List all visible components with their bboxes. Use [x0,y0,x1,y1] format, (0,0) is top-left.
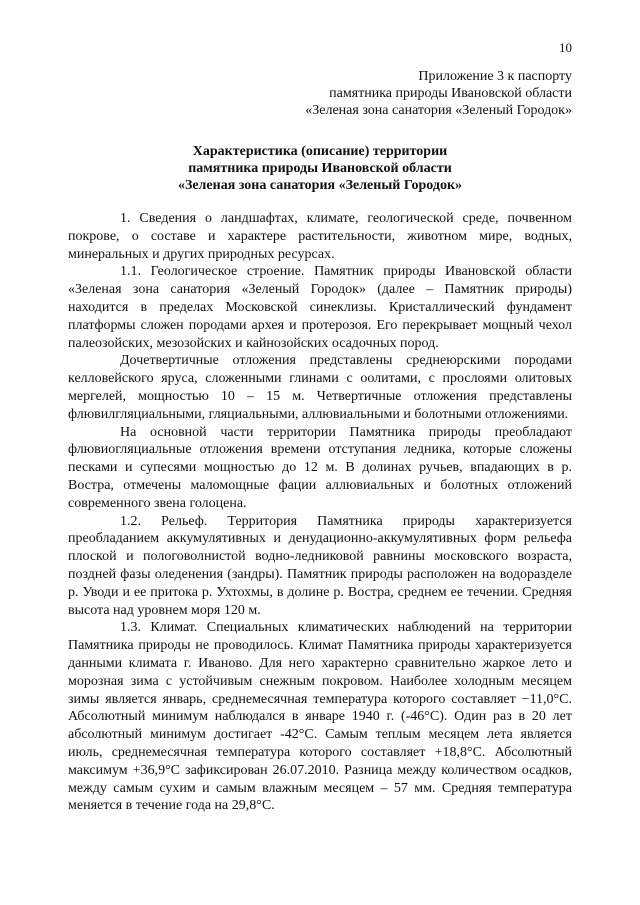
title-line: памятника природы Ивановской области [188,161,452,176]
paragraph-fluvioglacial: На основной части территории Памятника природы преобладают флювиогляциальные отложения времени отступания ледника, которые сложены песками и супесями мощностью до 12 м. В долинах ручьев, впадающих в р. Востра, отмечены маломощные фации аллювиальных и болотных отложений современного звена голоцена. [68,424,572,511]
title-line: Характеристика (описание) территории [192,144,448,159]
paragraph-geology: 1.1. Геологическое строение. Памятник природы Ивановской области «Зеленая зона санатория «Зеленый Городок» (далее – Памятник природы) находится в пределах Московской синеклизы. Кристаллический фундамент платформы сложен породами архея и протерозоя. Его перекрывает мощный чехол палеозойских, мезозойских и кайнозойских осадочных пород. [68,264,572,351]
document-title [68,143,572,194]
paragraph-prequaternary: Дочетвертичные отложения представлены среднеюрскими породами келловейского яруса, сложенными глинами с оолитами, с прослоями олитовых мергелей, мощностью 10 – 15 м. Четвертичные отложения представлены флювилгляциальными, гляциальными, аллювиальными и болотными отложениями. [68,353,572,422]
paragraph-climate: 1.3. Климат. Специальных климатических наблюдений на территории Памятника природы не проводилось. Климат Памятника природы характеризуется данными климата г. Иваново. Для него характерно сравнительно жаркое лето и морозная зима с устойчивым снежным покровом. Наиболее холодным месяцем зимы является январь, среднемесячная температура которого составляет −11,0°C. Абсолютный минимум наблюдался в январе 1940 г. (-46°C). Один раз в 20 лет абсолютный минимум достигает -42°C. Самым теплым месяцем лета является июль, среднемесячная температура которого составляет +18,8°C. Абсолютный максимум +36,9°C зафиксирован 26.07.2010. Разница между количеством осадков, между самым сухим и самым влажным месяцем – 57 мм. Средняя температура меняется в течение года на 29,8°C. [68,620,572,814]
title-line: «Зеленая зона санатория «Зеленый Городок» [177,178,463,193]
appendix-line: Приложение 3 к паспорту [418,69,572,84]
appendix-line: памятника природы Ивановской области [329,86,572,101]
appendix-reference [152,68,572,119]
paragraph-relief: 1.2. Рельеф. Территория Памятника природы характеризуется преобладанием аккумулятивных и денудационно-аккумулятивных форм рельефа плоской и пологоволнистой водно-ледниковой равнины московского возраста, поздней фазы оледенения (зандры). Памятник природы расположен на водоразделе р. Уводи и ее притока р. Ухтохмы, в долине р. Востра, среднем ее течении. Средняя высота над уровнем моря 120 м. [68,513,572,618]
paragraph-section-1: 1. Сведения о ландшафтах, климате, геологической среде, почвенном покрове, о составе и характере растительности, животном мире, водных, минеральных и других природных ресурсах. [68,211,572,262]
appendix-line: «Зеленая зона санатория «Зеленый Городок» [305,103,572,118]
page-number: 10 [559,40,572,55]
document-body [68,210,572,815]
